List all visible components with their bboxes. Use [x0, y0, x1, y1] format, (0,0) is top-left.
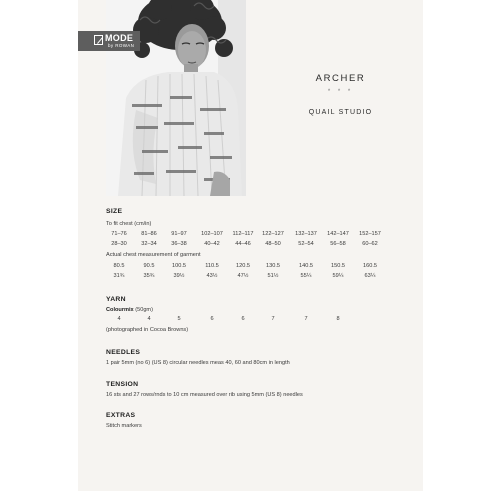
actual-cm-cell: 110.5 [205, 263, 219, 269]
to-fit-cm-cell: 81–86 [141, 231, 157, 237]
to-fit-cm-cell: 142–147 [327, 231, 349, 237]
actual-cm-cell: 150.5 [331, 263, 345, 269]
actual-in-cell: 55¼ [300, 273, 312, 279]
to-fit-in-cell: 52–54 [298, 241, 314, 247]
to-fit-cm-cell: 152–157 [359, 231, 381, 237]
to-fit-cm-cell: 122–127 [262, 231, 284, 237]
yarn-weight: (50gm) [135, 307, 153, 313]
pattern-page [78, 0, 423, 491]
yarn-quantity-row [78, 316, 423, 324]
title-divider: * * * [327, 89, 354, 95]
actual-in-row [78, 273, 423, 281]
logo-wordmark: MODE [105, 33, 134, 43]
to-fit-cm-cell: 102–107 [201, 231, 223, 237]
extras-text: Stitch markers [106, 423, 142, 429]
to-fit-cm-row [78, 231, 423, 239]
to-fit-in-row [78, 241, 423, 249]
size-heading: SIZE [106, 208, 123, 215]
to-fit-in-cell: 36–38 [171, 241, 187, 247]
actual-in-cell: 47½ [237, 273, 249, 279]
yarn-name: Colourmix [106, 307, 134, 313]
actual-in-cell: 43½ [206, 273, 218, 279]
actual-cm-cell: 160.5 [363, 263, 377, 269]
logo-subtitle: by ROWAN [108, 43, 135, 48]
actual-in-cell: 51½ [267, 273, 279, 279]
to-fit-in-cell: 40–42 [204, 241, 220, 247]
to-fit-cm-cell: 112–117 [232, 231, 254, 237]
actual-in-cell: 59¼ [332, 273, 344, 279]
actual-in-cell: 31¾ [113, 273, 125, 279]
to-fit-label: To fit chest (cm/in) [106, 221, 152, 227]
logo-mark-icon [94, 35, 103, 45]
actual-cm-cell: 130.5 [266, 263, 280, 269]
to-fit-in-cell: 28–30 [111, 241, 127, 247]
to-fit-cm-cell: 132–137 [295, 231, 317, 237]
to-fit-cm-cell: 91–97 [171, 231, 187, 237]
yarn-quantity-cell: 6 [210, 316, 214, 322]
to-fit-in-cell: 44–46 [235, 241, 251, 247]
to-fit-in-cell: 56–58 [330, 241, 346, 247]
mode-rowan-logo [78, 31, 140, 51]
actual-in-cell: 39½ [173, 273, 185, 279]
yarn-quantity-cell: 4 [117, 316, 121, 322]
to-fit-in-cell: 60–62 [362, 241, 378, 247]
to-fit-in-cell: 48–50 [265, 241, 281, 247]
yarn-quantity-cell: 4 [147, 316, 151, 322]
actual-in-cell: 35¾ [143, 273, 155, 279]
yarn-name-line [106, 307, 153, 313]
actual-cm-cell: 90.5 [143, 263, 155, 269]
actual-cm-cell: 80.5 [113, 263, 125, 269]
yarn-quantity-cell: 6 [241, 316, 245, 322]
needles-text: 1 pair 5mm (no 6) (US 8) circular needles meas 40, 60 and 80cm in length [106, 360, 290, 366]
actual-cm-cell: 140.5 [299, 263, 313, 269]
actual-in-cell: 63¼ [364, 273, 376, 279]
yarn-quantity-cell: 7 [304, 316, 308, 322]
tension-heading: TENSION [106, 381, 139, 388]
needles-heading: NEEDLES [106, 349, 141, 356]
yarn-note: (photographed in Cocoa Browns) [106, 327, 189, 333]
yarn-quantity-cell: 7 [271, 316, 275, 322]
tension-text: 16 sts and 27 rows/rnds to 10 cm measured over rib using 5mm (US 8) needles [106, 392, 303, 398]
to-fit-cm-cell: 71–76 [111, 231, 127, 237]
yarn-heading: YARN [106, 296, 126, 303]
pattern-name: ARCHER [315, 73, 366, 84]
designer-name: QUAIL STUDIO [308, 109, 373, 116]
model-photo [106, 0, 246, 196]
actual-cm-row [78, 263, 423, 271]
extras-heading: EXTRAS [106, 412, 136, 419]
actual-cm-cell: 100.5 [172, 263, 186, 269]
actual-cm-cell: 120.5 [236, 263, 250, 269]
actual-chest-label: Actual chest measurement of garment [106, 252, 201, 258]
yarn-quantity-cell: 5 [177, 316, 181, 322]
to-fit-in-cell: 32–34 [141, 241, 157, 247]
yarn-quantity-cell: 8 [336, 316, 340, 322]
